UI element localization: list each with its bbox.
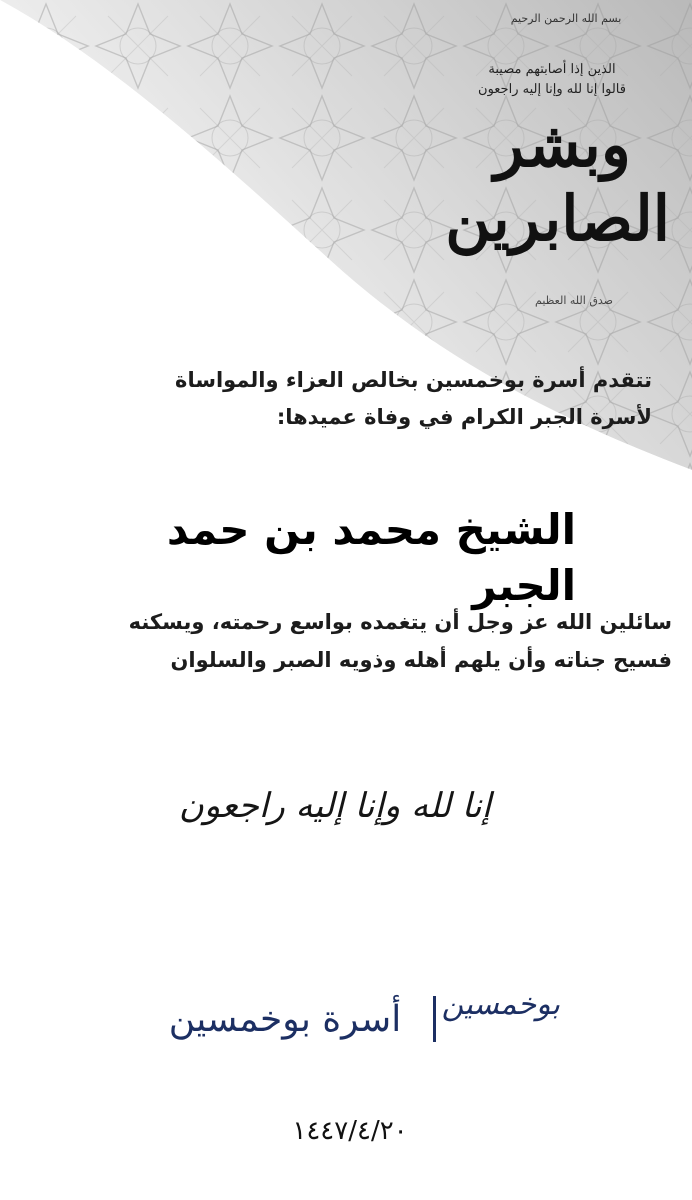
intro-line-2: لأسرة الجبر الكرام في وفاة عميدها: — [276, 405, 652, 429]
basmala-text: بسم الله الرحمن الرحيم — [510, 12, 622, 25]
prayer-line-1: سائلين الله عز وجل أن يتغمده بواسع رحمته، ويسكنه — [128, 610, 672, 634]
calligraphy-main-text: وبشر الصابرين — [445, 108, 670, 255]
hijri-date: ١٤٤٧/٤/٢٠ — [292, 1116, 408, 1146]
istirja-calligraphy: إنا لله وإنا إليه راجعون — [178, 786, 492, 826]
family-logo — [130, 988, 560, 1058]
deceased-name: الشيخ محمد بن حمد الجبر — [166, 505, 576, 610]
family-logo-mark: بوخمسين — [441, 987, 560, 1022]
prayer-text — [72, 603, 672, 679]
verse-line-1: الذين إذا أصابتهم مصيبة — [488, 62, 616, 77]
logo-divider — [433, 996, 436, 1042]
verse-line-2: قالوا إنا لله وإنا إليه راجعون — [478, 82, 626, 97]
family-logo-name: أسرة بوخمسين — [168, 999, 402, 1040]
prayer-line-2: فسيح جناته وأن يلهم أهله وذويه الصبر والسلوان — [170, 648, 672, 672]
verse-text — [472, 60, 632, 100]
sadaqa-text: صدق الله العظيم — [535, 294, 613, 307]
intro-line-1: تتقدم أسرة بوخمسين بخالص العزاء والمواساة — [175, 368, 652, 392]
intro-text — [172, 362, 652, 436]
verse-calligraphy — [445, 8, 674, 308]
